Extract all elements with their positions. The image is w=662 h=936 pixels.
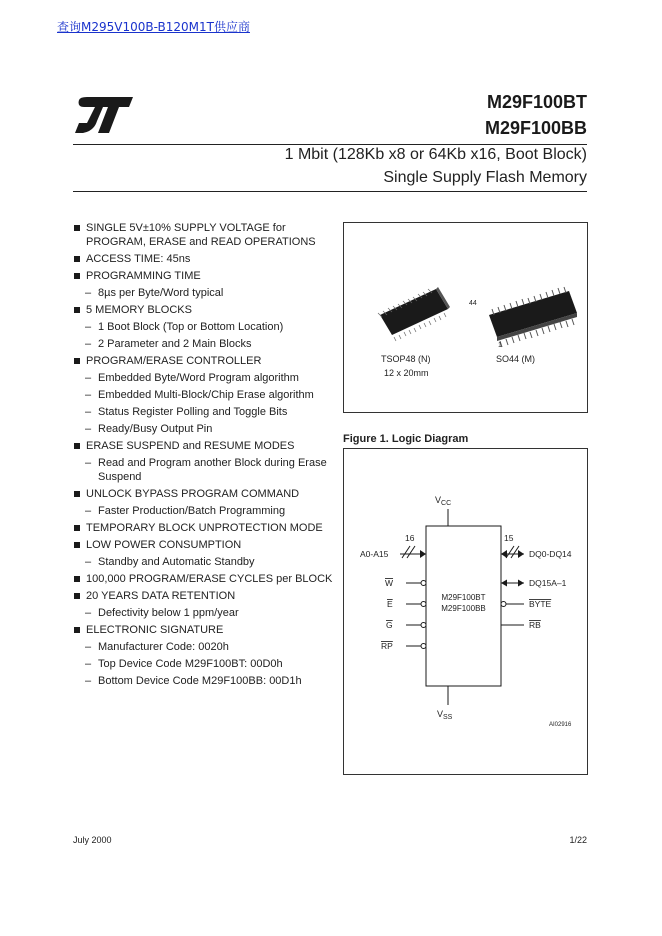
chip-label-1: M29F100BT — [441, 593, 486, 602]
tsop48-name: TSOP48 (N) — [381, 354, 431, 364]
w-pin-label: W — [385, 578, 394, 588]
feature-item: ELECTRONIC SIGNATURE — [73, 623, 338, 637]
feature-sub-item: – Ready/Busy Output Pin — [85, 423, 213, 435]
feature-item: LOW POWER CONSUMPTION — [73, 538, 338, 552]
e-pin-label: E — [387, 599, 393, 609]
rb-pin-label: RB — [529, 620, 541, 630]
tsop48-size: 12 x 20mm — [384, 368, 429, 378]
tsop48-package-icon — [378, 287, 450, 341]
header-rule — [73, 144, 587, 145]
subtitle-line-2: Single Supply Flash Memory — [383, 169, 587, 186]
logic-diagram-box — [343, 448, 588, 775]
address-bus-arrow — [420, 550, 426, 558]
so44-name: SO44 (M) — [496, 354, 536, 364]
address-bus-label: A0-A15 — [360, 549, 389, 559]
byte-pin-label: BYTE — [529, 599, 552, 609]
feature-sub-item: – Manufacturer Code: 0020h — [85, 641, 229, 653]
subtitle-rule — [73, 191, 587, 192]
footer-page-number: 1/22 — [569, 835, 587, 845]
part-number-top: M29F100BT — [486, 92, 587, 112]
feature-sub-item: – Status Register Polling and Toggle Bits — [85, 406, 288, 418]
so44-package-icon — [489, 287, 577, 347]
feature-sub-item: – Embedded Byte/Word Program algorithm — [85, 372, 299, 384]
part-number-bottom: M29F100BB — [484, 118, 587, 138]
data-bus-arrow-left — [501, 550, 507, 558]
address-bus-width: 16 — [405, 533, 415, 543]
feature-sub-item: – 8µs per Byte/Word typical — [85, 287, 224, 299]
feature-sub-item: – Defectivity below 1 ppm/year — [85, 607, 239, 619]
so44-pin-1-label: 1 — [498, 342, 502, 349]
feature-item: PROGRAMMING TIME — [73, 269, 338, 283]
package-illustration — [344, 223, 589, 414]
logic-diagram — [344, 449, 589, 776]
feature-sub-item: – Top Device Code M29F100BT: 00D0h — [85, 658, 283, 670]
feature-item: TEMPORARY BLOCK UNPROTECTION MODE — [73, 521, 338, 535]
feature-sub-item: – Bottom Device Code M29F100BB: 00D1h — [85, 675, 302, 687]
feature-sub-item: – 1 Boot Block (Top or Bottom Location) — [85, 321, 284, 333]
vcc-label: $V_{CC}$ — [435, 495, 452, 507]
feature-item: ACCESS TIME: 45ns — [73, 252, 338, 266]
st-logo — [73, 95, 135, 135]
so44-pin-44-label: 44 — [469, 300, 477, 307]
figure-caption: Figure 1. Logic Diagram — [343, 433, 469, 445]
rp-pin-label: RP — [381, 641, 393, 651]
feature-sub-item: – Standby and Automatic Standby — [85, 556, 255, 568]
package-box — [343, 222, 588, 413]
subtitle-line-1: 1 Mbit (128Kb x8 or 64Kb x16, Boot Block) — [284, 146, 587, 163]
feature-item: 5 MEMORY BLOCKS — [73, 303, 338, 317]
feature-item: SINGLE 5V±10% SUPPLY VOLTAGE for PROGRAM, ERASE and READ OPERATIONS — [73, 221, 338, 249]
data-bus-arrow-right — [518, 550, 524, 558]
feature-item: UNLOCK BYPASS PROGRAM COMMAND — [73, 487, 338, 501]
feature-sub-item: – Faster Production/Batch Programming — [85, 505, 286, 517]
feature-item: 100,000 PROGRAM/ERASE CYCLES per BLOCK — [73, 572, 338, 586]
figure-code: AI02916 — [549, 722, 572, 728]
data-bus-label: DQ0-DQ14 — [529, 549, 572, 559]
chip-label-2: M29F100BB — [441, 604, 486, 613]
data-bus-width: 15 — [504, 533, 514, 543]
feature-sub-item: – Read and Program another Block during Erase Suspend — [85, 457, 327, 483]
feature-item: PROGRAM/ERASE CONTROLLER — [73, 354, 338, 368]
g-pin-label: G — [386, 620, 393, 630]
feature-item: ERASE SUSPEND and RESUME MODES — [73, 439, 338, 453]
feature-item: 20 YEARS DATA RETENTION — [73, 589, 338, 603]
footer-date: July 2000 — [73, 835, 112, 845]
dq15-pin-label: DQ15A–1 — [529, 578, 567, 588]
supplier-link[interactable]: 查询M295V100B-B120M1T供应商 — [57, 20, 250, 34]
feature-sub-item: – 2 Parameter and 2 Main Blocks — [85, 338, 252, 350]
vss-label: $V_{SS}$ — [437, 709, 453, 721]
feature-list — [73, 221, 338, 691]
feature-sub-item: – Embedded Multi-Block/Chip Erase algorithm — [85, 389, 314, 401]
